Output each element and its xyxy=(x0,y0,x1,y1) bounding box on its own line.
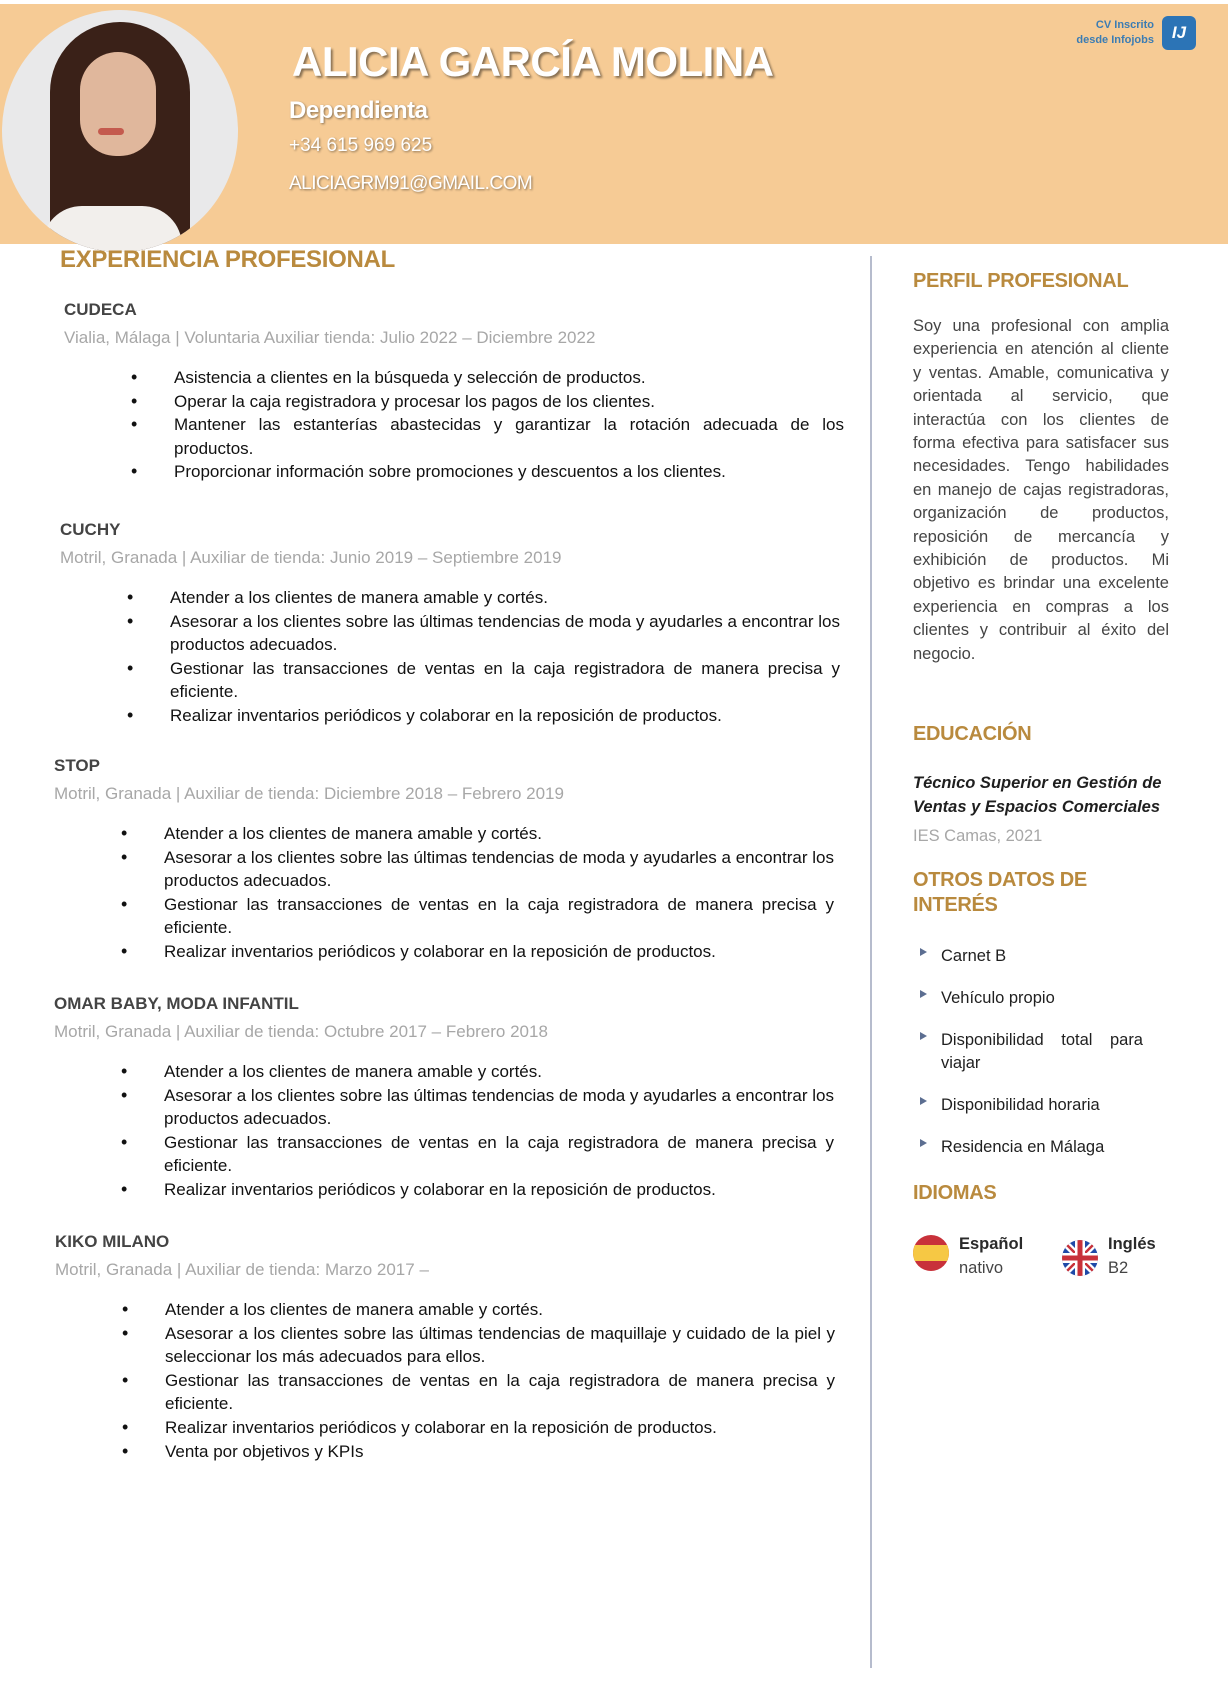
language-level: B2 xyxy=(1108,1259,1129,1277)
job-bullet: • Realizar inventarios periódicos y colaborar en la reposición de productos. xyxy=(60,704,840,728)
infojobs-badge[interactable] xyxy=(1076,16,1196,50)
job-bullet: • Mantener las estanterías abastecidas y garantizar la rotación adecuada de los productos. xyxy=(64,413,844,460)
column-divider xyxy=(870,256,872,1668)
candidate-email[interactable]: ALICIAGRM91@GMAIL.COM xyxy=(289,173,533,194)
language-name: Inglés xyxy=(1108,1235,1156,1253)
education-section xyxy=(913,723,1169,848)
job-bullet: • Gestionar las transacciones de ventas en la caja registradora de manera precisa y eficiente. xyxy=(54,1131,834,1178)
job-bullet: • Gestionar las transacciones de ventas en la caja registradora de manera precisa y eficiente. xyxy=(54,893,834,940)
other-info-section xyxy=(913,868,1169,1178)
job-bullet: • Atender a los clientes de manera amable y cortés. xyxy=(60,586,840,610)
profile-text: Soy una profesional con amplia experiencia en atención al cliente y ventas. Amable, comunicativa y orientada al servicio, que interactúa con los clientes de forma efectiva para satisfacer sus necesidades. Tengo habilidades en manejo de cajas registradoras, organización de productos, reposición de mercancía y exhibición de productos. Mi objetivo es brindar una excelente experiencia en compras a los clientes y contribuir al éxito del negocio. xyxy=(913,317,1169,663)
job-bullet: • Atender a los clientes de manera amable y cortés. xyxy=(54,1060,834,1084)
job-meta: Motril, Granada | Auxiliar de tienda: Junio 2019 – Septiembre 2019 xyxy=(60,548,562,567)
candidate-role: Dependienta xyxy=(289,97,428,124)
job-bullets xyxy=(54,822,834,964)
job-bullets xyxy=(64,366,844,484)
profile-photo xyxy=(2,10,238,252)
education-school: IES Camas, 2021 xyxy=(913,827,1043,845)
job-bullet: • Atender a los clientes de manera amable y cortés. xyxy=(55,1298,835,1322)
other-info-item: Disponibilidad total para viajar xyxy=(913,1029,1143,1075)
job-entry xyxy=(54,752,834,964)
job-company: OMAR BABY, MODA INFANTIL xyxy=(54,994,299,1013)
badge-line-2: desde Infojobs xyxy=(1076,34,1154,46)
job-company: STOP xyxy=(54,756,100,775)
job-bullet: • Proporcionar información sobre promociones y descuentos a los clientes. xyxy=(64,460,844,484)
other-info-item: Vehículo propio xyxy=(913,987,1143,1010)
job-company: KIKO MILANO xyxy=(55,1232,170,1251)
job-meta: Vialia, Málaga | Voluntaria Auxiliar tienda: Julio 2022 – Diciembre 2022 xyxy=(64,328,596,347)
job-bullet: • Asesorar a los clientes sobre las últimas tendencias de moda y ayudarles a encontrar los productos adecuados. xyxy=(54,846,834,893)
badge-line-1: CV Inscrito xyxy=(1095,19,1154,31)
triangle-bullet-icon xyxy=(920,948,927,956)
languages-section-title: IDIOMAS xyxy=(913,1182,997,1204)
profile-section-title: PERFIL PROFESIONAL xyxy=(913,270,1129,292)
job-entry xyxy=(60,516,840,728)
job-bullet: • Realizar inventarios periódicos y colaborar en la reposición de productos. xyxy=(55,1416,835,1440)
job-bullet: • Asistencia a clientes en la búsqueda y selección de productos. xyxy=(64,366,844,390)
uk-flag-icon xyxy=(1062,1240,1098,1276)
job-bullet: • Asesorar a los clientes sobre las últimas tendencias de moda y ayudarles a encontrar los productos adecuados. xyxy=(60,610,840,657)
language-item xyxy=(913,1232,1023,1280)
triangle-bullet-icon xyxy=(920,1032,927,1040)
other-info-list xyxy=(913,945,1169,1159)
other-info-item: Residencia en Málaga xyxy=(913,1136,1143,1159)
education-degree: Técnico Superior en Gestión de Ventas y Espacios Comerciales xyxy=(913,774,1162,816)
triangle-bullet-icon xyxy=(920,1139,927,1147)
other-info-item: Carnet B xyxy=(913,945,1143,968)
job-bullets xyxy=(60,586,840,728)
job-bullet: • Asesorar a los clientes sobre las últimas tendencias de maquillaje y cuidado de la piel y seleccionar los más adecuados para ellos. xyxy=(55,1322,835,1369)
triangle-bullet-icon xyxy=(920,1097,927,1105)
infojobs-logo-icon: IJ xyxy=(1162,16,1196,50)
candidate-name: ALICIA GARCÍA MOLINA xyxy=(292,38,774,85)
job-entry xyxy=(64,296,844,484)
job-bullets xyxy=(54,1060,834,1202)
job-entry xyxy=(54,990,834,1202)
job-meta: Motril, Granada | Auxiliar de tienda: Marzo 2017 – xyxy=(55,1260,429,1279)
languages-section xyxy=(913,1182,1169,1205)
language-level: nativo xyxy=(959,1259,1004,1277)
job-company: CUDECA xyxy=(64,300,137,319)
other-info-section-title: OTROS DATOS DE INTERÉS xyxy=(913,869,1087,916)
candidate-phone[interactable]: +34 615 969 625 xyxy=(289,135,433,156)
job-bullet: • Realizar inventarios periódicos y colaborar en la reposición de productos. xyxy=(54,940,834,964)
job-bullet: • Atender a los clientes de manera amable y cortés. xyxy=(54,822,834,846)
language-item xyxy=(1062,1232,1156,1280)
job-bullet: • Operar la caja registradora y procesar los pagos de los clientes. xyxy=(64,390,844,414)
job-entry xyxy=(55,1228,835,1463)
job-company: CUCHY xyxy=(60,520,121,539)
job-meta: Motril, Granada | Auxiliar de tienda: Octubre 2017 – Febrero 2018 xyxy=(54,1022,548,1041)
job-meta: Motril, Granada | Auxiliar de tienda: Diciembre 2018 – Febrero 2019 xyxy=(54,784,564,803)
spain-flag-icon xyxy=(913,1235,949,1271)
job-bullet: • Venta por objetivos y KPIs xyxy=(55,1440,835,1464)
job-bullet: • Realizar inventarios periódicos y colaborar en la reposición de productos. xyxy=(54,1178,834,1202)
other-info-item: Disponibilidad horaria xyxy=(913,1094,1143,1117)
header-banner xyxy=(0,4,1228,244)
education-section-title: EDUCACIÓN xyxy=(913,723,1032,745)
job-bullets xyxy=(55,1298,835,1463)
language-name: Español xyxy=(959,1235,1024,1253)
job-bullet: • Gestionar las transacciones de ventas en la caja registradora de manera precisa y eficiente. xyxy=(55,1369,835,1416)
experience-section-title: EXPERIENCIA PROFESIONAL xyxy=(60,246,395,273)
job-bullet: • Gestionar las transacciones de ventas en la caja registradora de manera precisa y eficiente. xyxy=(60,657,840,704)
triangle-bullet-icon xyxy=(920,990,927,998)
profile-section xyxy=(913,270,1169,666)
job-bullet: • Asesorar a los clientes sobre las últimas tendencias de moda y ayudarles a encontrar los productos adecuados. xyxy=(54,1084,834,1131)
